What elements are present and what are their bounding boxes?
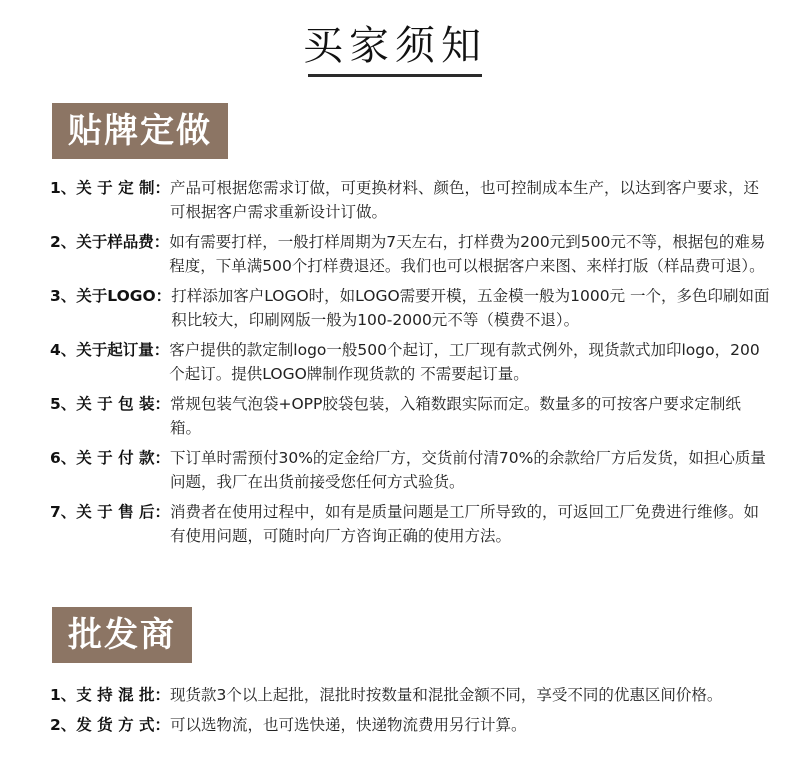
item-label: 1、关 于 定 制： xyxy=(50,179,170,197)
item-label: 2、关于样品费： xyxy=(50,233,170,251)
item-text: 消费者在使用过程中，如有是质量问题是工厂所导致的，可返回工厂免费进行维修。如有使用问题，可随时向厂方咨询正确的使用方法。 xyxy=(169,503,759,545)
item-label: 6、关 于 付 款： xyxy=(50,449,170,467)
list-item xyxy=(50,338,770,386)
wholesale-terms-list xyxy=(50,683,770,743)
item-text: 如有需要打样，一般打样周期为7天左右，打样费为200元到500元不等，根据包的难易程度，下单满500个打样费退还。我们也可以根据客户来图、来样打版（样品费可退）。 xyxy=(169,233,766,275)
list-item xyxy=(50,446,770,494)
item-label: 4、关于起订量： xyxy=(50,341,170,359)
list-item xyxy=(50,392,770,440)
item-label: 1、支 持 混 批： xyxy=(50,686,170,704)
section-heading-wholesale: 批发商 xyxy=(52,607,192,663)
section-heading-oem: 贴牌定做 xyxy=(52,103,228,159)
item-label: 2、发 货 方 式： xyxy=(50,716,170,734)
item-text: 常规包装气泡袋+OPP胶袋包装，入箱数跟实际而定。数量多的可按客户要求定制纸箱。 xyxy=(169,395,741,437)
title-underline xyxy=(308,74,482,77)
item-text: 可以选物流，也可选快递，快递物流费用另行计算。 xyxy=(169,716,527,734)
list-item xyxy=(50,683,770,707)
item-label: 7、关 于 售 后： xyxy=(50,503,170,521)
page-title: 买家须知 xyxy=(303,23,487,69)
list-item xyxy=(50,284,770,332)
list-item xyxy=(50,176,770,224)
item-label: 3、关于LOGO： xyxy=(50,287,172,305)
item-text: 打样添加客户LOGO时，如LOGO需要开模，五金模一般为1000元 一个，多色印刷如面积比较大，印刷网版一般为100-2000元不等（模费不退）。 xyxy=(171,287,770,329)
list-item xyxy=(50,230,770,278)
item-text: 下订单时需预付30%的定金给厂方，交货前付清70%的余款给厂方后发货，如担心质量问题，我厂在出货前接受您任何方式验货。 xyxy=(169,449,766,491)
item-text: 产品可根据您需求订做，可更换材料、颜色，也可控制成本生产，以达到客户要求，还可根据客户需求重新设计订做。 xyxy=(169,179,759,221)
item-label: 5、关 于 包 装： xyxy=(50,395,170,413)
list-item xyxy=(50,713,770,737)
oem-terms-list xyxy=(50,176,770,554)
item-text: 客户提供的款定制logo一般500个起订，工厂现有款式例外，现货款式加印logo，200个起订。提供LOGO牌制作现货款的 不需要起订量。 xyxy=(169,341,760,383)
item-text: 现货款3个以上起批，混批时按数量和混批金额不同，享受不同的优惠区间价格。 xyxy=(169,686,723,704)
list-item xyxy=(50,500,770,548)
